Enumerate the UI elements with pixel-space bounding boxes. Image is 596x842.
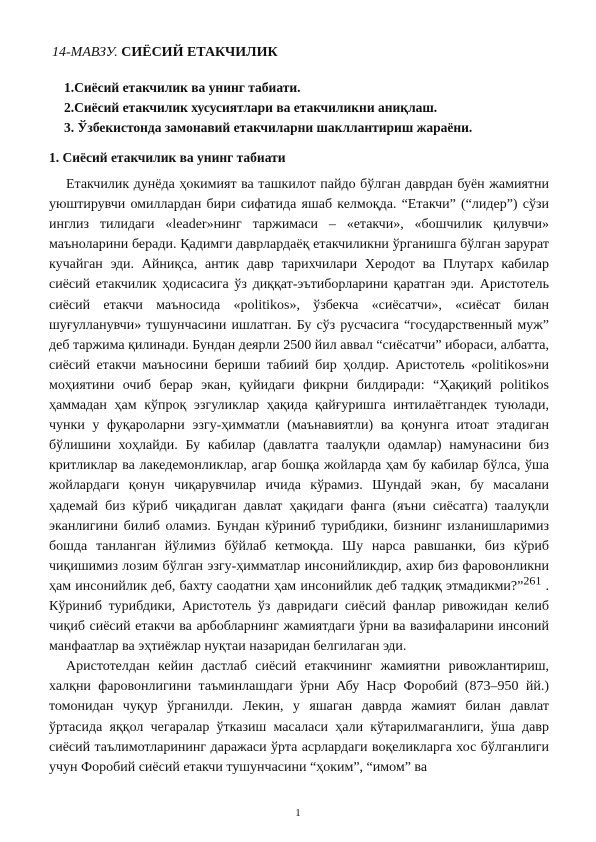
plan-item: 3. Ўзбекистонда замонавий етакчиларни шакллантириш жараёни. xyxy=(64,120,473,135)
footnote-reference[interactable]: 261 xyxy=(523,573,542,588)
paragraph: Аристотелдан кейин дастлаб сиёсий етакчининг жамиятни ривожлантириш, халқни фаровонлигини таъминлашдаги ўрни Абу Наср Форобий (873–950 йй.) томонидан чуқур ўрганилди. Лекин, у яшаган даврда жамият билан давлат ўртасида яққол чегаралар ўтказиш масаласи ҳали кўтарилмаганлиги, ўша давр сиёсий таълимотларининг даражаси ўрта асрлардаги воқеликларга хос бўлганлиги учун Форобий сиёсий етакчи тушунчасини “ҳоким”, “имом” ва xyxy=(49,659,549,775)
document-title xyxy=(52,44,552,61)
body-text xyxy=(49,175,549,778)
paragraph xyxy=(49,175,549,657)
topic-title: СИЁСИЙ ЕТАКЧИЛИК xyxy=(121,45,278,60)
page-number: 1 xyxy=(295,807,301,819)
paragraph-text: . Кўриниб турибдики, Аристотель ўз давридаги сиёсий фанлар ривожидан келиб чиқиб сиёсий етакчи ва арбобларнинг жамиятдаги ўрни ва вазифаларини инсоний манфаатлар ва эҳтиёжлар нуқтаи назаридан белгилаган эди. xyxy=(49,578,549,655)
plan-item: 1.Сиёсий етакчилик ва унинг табиати. xyxy=(64,80,301,95)
section-heading: 1. Сиёсий етакчилик ва унинг табиати xyxy=(49,150,286,165)
paragraph-text: Етакчилик дунёда ҳокимият ва ташкилот пайдо бўлган даврдан буён жамиятни уюштирувчи омиллардан бири сифатида яшаб келмоқда. “Етакчи” (“лидер”) сўзи инглиз тилидаги «leader»нинг таржимаси – «етакчи», «бошчилик қилувчи» маъноларини беради. Қадимги даврлардаёқ етакчиликни ўрганишга бўлган зарурат кучайган эди. Айниқса, антик давр тарихчилари Херодот ва Плутарх кабилар сиёсий етакчилик ҳодисасига ўз диққат-эътиборларини қаратган эди. Аристотель сиёсий етакчи маъносида «politikos», ўзбекча «сиёсатчи», «сиёсат билан шуғулланувчи» тушунчасини ишлатган. Бу сўз русчасига “государственный муж” деб таржима қилинади. Бундан деярли 2500 йил аввал “сиёсатчи” ибораси, албатта, сиёсий етакчи маъносини бериши табиий бир ҳолдир. Аристотель «politikos»ни моҳиятини очиб берар экан, қуйидаги фикрни билдиради: “Ҳақиқий politikos ҳаммадан ҳам кўпроқ эзгуликлар ҳақида қайғуришга интилаётгандек туюлади, чунки у фуқароларни эзгу-ҳимматли (маънавиятли) ва қонунга итоат этадиган бўлишини хоҳлайди. Бу кабилар (давлатга таалуқли одамлар) намунасини биз критликлар ва лакедемонликлар, агар бошқа жойларда ҳам бу кабилар бўлса, ўша жойлардаги қонун чиқарувчилар ичида кўрамиз. Шундай экан, бу масалани ҳадемай биз кўриб чиқадиган давлат ҳақидаги фанга (яъни сиёсатга) таалуқли эканлигини билиб оламиз. Бундан кўриниб турибдики, бизнинг изланишларимиз бошда танланган йўлимиз бўйлаб кетмоқда. Шу нарса равшанки, биз кўриб чиқишимиз лозим бўлган эзгу-ҳимматлар инсонийликдир, ахир биз фаровонликни ҳам инсонийлик деб, бахту саодатни ҳам инсонийлик деб тадқиқ этмадикми?” xyxy=(49,177,550,594)
lesson-label: 14-МАВЗУ. xyxy=(52,45,118,60)
plan-item: 2.Сиёсий етакчилик хусусиятлари ва етакчиликни аниқлаш. xyxy=(64,100,438,115)
lesson-plan xyxy=(64,78,564,138)
